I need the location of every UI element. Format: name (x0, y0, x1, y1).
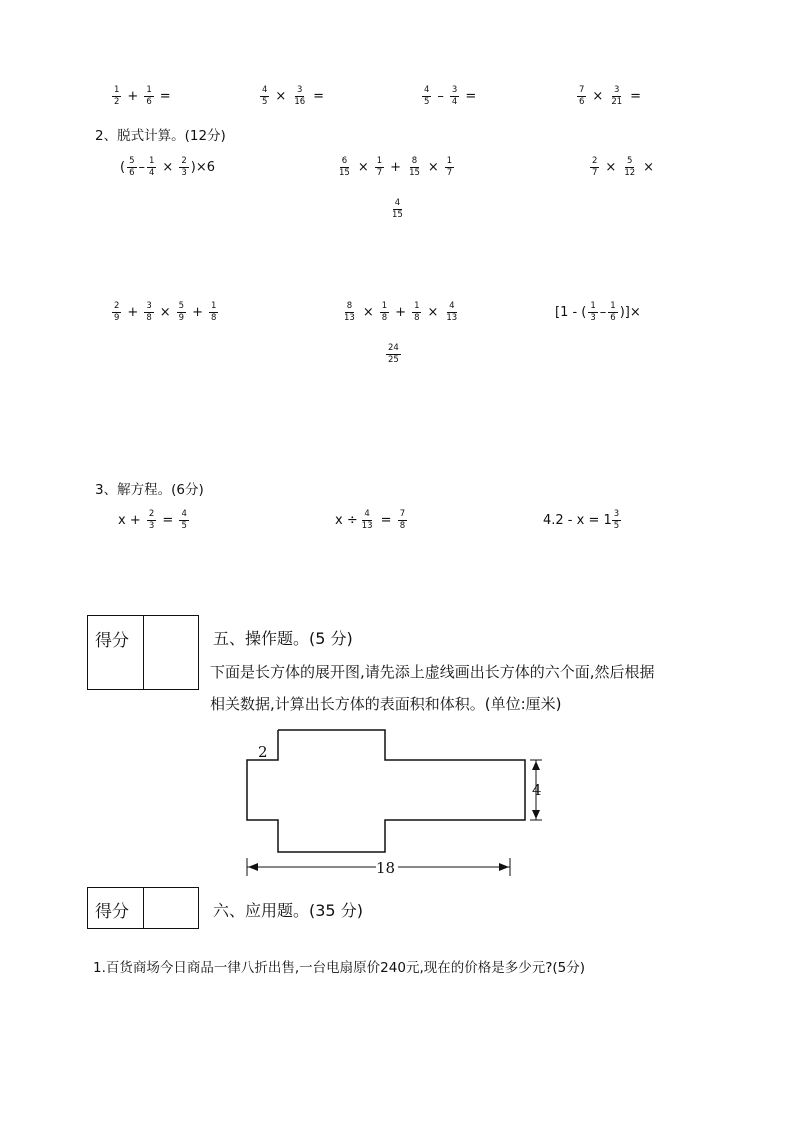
fraction: $\frac{4}{5}$ (262, 85, 268, 107)
section2-title: 2、脱式计算。(12分) (95, 128, 226, 144)
row1-item-2: $\frac{4}{5}$ × $\frac{3}{16}$ = (262, 85, 325, 107)
fraction: $\frac{1}{4}$ (149, 156, 155, 178)
fraction: $\frac{2}{3}$ (181, 156, 187, 178)
fraction: $\frac{4}{15}$ (392, 198, 403, 220)
fraction: $\frac{1}{7}$ (376, 156, 383, 178)
problem-2-5-continued (384, 344, 403, 364)
row1-item-1: $\frac{1}{2}$ + $\frac{1}{6}$ = (114, 85, 171, 107)
section3-title: 3、解方程。(6分) (95, 482, 204, 498)
score-box-6 (87, 887, 199, 929)
net-outline (247, 730, 525, 852)
fraction: $\frac{3}{4}$ (451, 85, 458, 107)
arrow-right (499, 863, 509, 871)
problem-2-4: $\frac{2}{9}$ + $\frac{3}{8}$ × $\frac{5}{9}$ + $\frac{1}{8}$ (114, 301, 217, 323)
fraction: $\frac{2}{3}$ (148, 509, 155, 531)
fraction: $\frac{1}{3}$ (590, 301, 596, 323)
fraction: $\frac{3}{5}$ (613, 509, 620, 531)
fraction: $\frac{1}{6}$ (610, 301, 616, 323)
equation-3: 4.2 - x = 1 $\frac{3}{5}$ (543, 509, 620, 531)
fraction: $\frac{2}{7}$ (592, 156, 598, 178)
problem-2-5: $\frac{8}{13}$ × $\frac{1}{8}$ + $\frac{1}{8}$ × $\frac{4}{13}$ (344, 301, 458, 323)
score-cell (144, 616, 198, 689)
section6-title: 六、应用题。(35 分) (213, 901, 363, 920)
arrow-left (248, 863, 258, 871)
arrow-down (532, 810, 540, 819)
fraction: $\frac{4}{13}$ (361, 509, 373, 531)
fraction: $\frac{8}{15}$ (409, 156, 420, 178)
score-cell (144, 888, 198, 928)
equation-1: x + $\frac{2}{3}$ = $\frac{4}{5}$ (118, 509, 187, 531)
score-label: 得分 (88, 616, 144, 689)
fraction: $\frac{5}{12}$ (624, 156, 636, 178)
fraction: $\frac{1}{8}$ (381, 301, 388, 323)
label-4: 4 (532, 781, 542, 799)
section5-title: 五、操作题。(5 分) (213, 629, 353, 648)
fraction: $\frac{1}{8}$ (414, 301, 420, 323)
problem-2-3: $\frac{2}{7}$ × $\frac{5}{12}$ × (592, 156, 655, 178)
fraction: $\frac{24}{25}$ (388, 343, 399, 365)
score-box-5 (87, 615, 199, 690)
arrow-up (532, 761, 540, 770)
fraction: $\frac{1}{2}$ (114, 85, 120, 107)
problem-2-6: [1 - ( $\frac{1}{3}$ – $\frac{1}{6}$ )]× (555, 301, 641, 323)
fraction: $\frac{8}{13}$ (344, 301, 355, 323)
fraction: $\frac{6}{15}$ (339, 156, 350, 178)
fraction: $\frac{7}{8}$ (399, 509, 406, 531)
fraction: $\frac{4}{13}$ (446, 301, 458, 323)
fraction: $\frac{3}{16}$ (294, 85, 306, 107)
fraction: $\frac{1}{8}$ (210, 301, 217, 323)
fraction: $\frac{3}{21}$ (611, 85, 623, 107)
section5-line1: 下面是长方体的展开图,请先添上虚线画出长方体的六个面,然后根据 (210, 663, 655, 681)
label-2: 2 (258, 743, 268, 761)
fraction: $\frac{5}{9}$ (178, 301, 185, 323)
fraction: $\frac{4}{5}$ (181, 509, 187, 531)
fraction: $\frac{1}{7}$ (446, 156, 453, 178)
score-label: 得分 (88, 888, 144, 928)
label-18: 18 (376, 859, 396, 877)
section5-line2: 相关数据,计算出长方体的表面积和体积。(单位:厘米) (210, 695, 562, 713)
question-1: 1.百货商场今日商品一律八折出售,一台电扇原价240元,现在的价格是多少元?(5分) (93, 960, 586, 976)
cuboid-net-diagram (230, 720, 560, 880)
fraction: $\frac{4}{5}$ (424, 85, 430, 107)
row1-item-4: $\frac{7}{6}$ × $\frac{3}{21}$ = (579, 85, 642, 107)
problem-2-2: $\frac{6}{15}$ × $\frac{1}{7}$ + $\frac{8}{15}$ × $\frac{1}{7}$ (339, 156, 453, 178)
fraction: $\frac{7}{6}$ (579, 85, 585, 107)
problem-2-1: ( $\frac{5}{6}$ – $\frac{1}{4}$ × $\frac{2}{3}$ )×6 (120, 156, 215, 178)
fraction: $\frac{1}{6}$ (146, 85, 152, 107)
fraction: $\frac{3}{8}$ (146, 301, 152, 323)
problem-2-3-continued (388, 199, 407, 219)
equation-2: x ÷ $\frac{4}{13}$ = $\frac{7}{8}$ (335, 509, 406, 531)
fraction: $\frac{5}{6}$ (129, 156, 135, 178)
row1-item-3: $\frac{4}{5}$ – $\frac{3}{4}$ = (424, 85, 477, 107)
fraction: $\frac{2}{9}$ (114, 301, 120, 323)
